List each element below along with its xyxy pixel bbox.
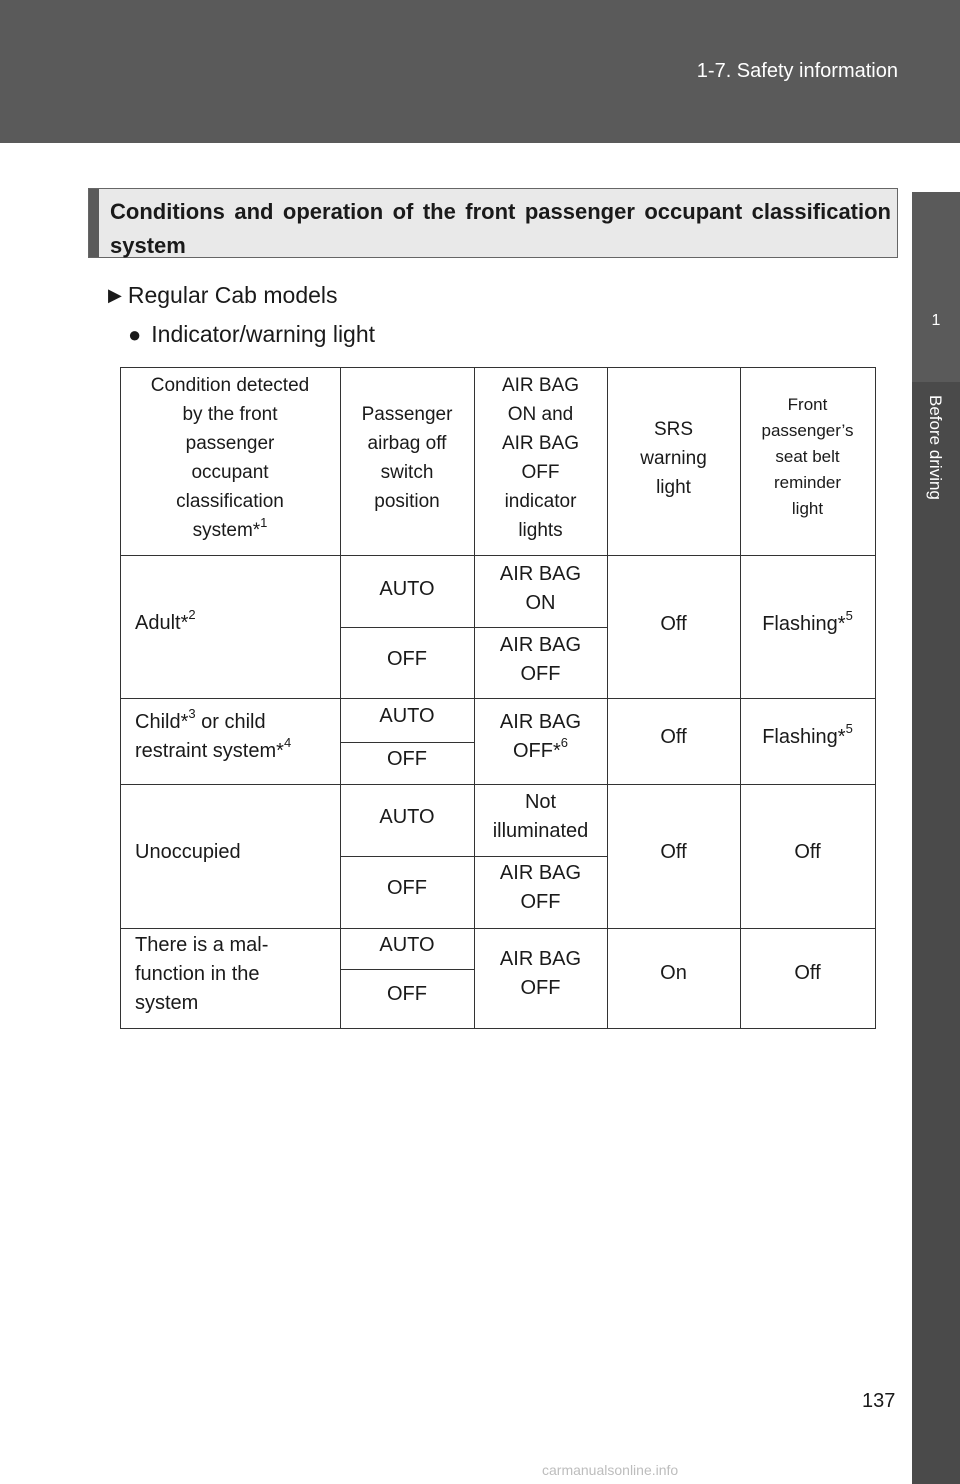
page-header bbox=[0, 0, 960, 143]
header-switch-line: Passenger bbox=[361, 404, 453, 425]
row-adult-seatbelt-text: Flashing* bbox=[762, 613, 846, 635]
page-number: 137 bbox=[862, 1390, 896, 1412]
chapter-label bbox=[912, 395, 960, 545]
header-indicator-line: indicator bbox=[504, 491, 577, 512]
footnote-ref: 3 bbox=[188, 706, 196, 722]
row-adult-srs: Off bbox=[660, 613, 687, 635]
subheading-models bbox=[108, 281, 338, 309]
header-seatbelt-line: seat belt bbox=[775, 447, 840, 466]
table-divider bbox=[120, 784, 876, 785]
row-malfunction-srs: On bbox=[660, 962, 687, 984]
footnote-ref: 1 bbox=[260, 514, 268, 530]
header-seatbelt-line: Front bbox=[787, 395, 828, 414]
row-unoccupied-indicator-not bbox=[474, 788, 607, 846]
header-indicator-line: lights bbox=[518, 520, 563, 541]
row-child-condition bbox=[135, 708, 340, 766]
indicator-table bbox=[120, 367, 876, 1029]
condition-line: system bbox=[135, 992, 199, 1014]
row-unoccupied-switch-auto: AUTO bbox=[379, 806, 435, 828]
table-divider bbox=[120, 555, 876, 556]
row-malfunction-switch-off: OFF bbox=[387, 983, 427, 1005]
table-subdivider bbox=[340, 742, 474, 743]
header-srs bbox=[607, 415, 740, 502]
table-border bbox=[120, 367, 876, 368]
section-box-bar bbox=[89, 189, 99, 257]
header-indicator-line: ON and bbox=[507, 404, 574, 425]
row-adult-seatbelt bbox=[740, 610, 875, 639]
row-malfunction-indicator bbox=[474, 945, 607, 1003]
subheading-indicator bbox=[128, 320, 375, 349]
row-child-seatbelt bbox=[740, 723, 875, 752]
circle-bullet-icon: ● bbox=[128, 322, 142, 347]
header-srs-line: warning bbox=[640, 448, 707, 469]
table-subdivider bbox=[340, 856, 608, 857]
header-switch-line: switch bbox=[380, 462, 434, 483]
row-unoccupied-indicator-off bbox=[474, 859, 607, 917]
header-condition-line: classification bbox=[176, 491, 284, 512]
row-adult-condition bbox=[135, 609, 335, 638]
condition-line: function in the bbox=[135, 963, 260, 985]
row-malfunction-condition bbox=[135, 931, 340, 1018]
row-unoccupied-switch-off: OFF bbox=[387, 877, 427, 899]
header-seatbelt-line: passenger’s bbox=[761, 421, 854, 440]
footnote-ref: 4 bbox=[283, 735, 292, 751]
header-condition-line: occupant bbox=[191, 462, 269, 483]
header-seatbelt bbox=[740, 392, 875, 522]
row-child-switch-off: OFF bbox=[387, 748, 427, 770]
section-box bbox=[88, 188, 898, 258]
header-seatbelt-line: light bbox=[791, 499, 824, 518]
footnote-ref: 5 bbox=[845, 608, 853, 624]
row-child-condition-text: Child* bbox=[135, 711, 189, 733]
chapter-label-text: Before driving bbox=[926, 395, 945, 500]
header-condition-line: system* bbox=[192, 520, 261, 541]
header-condition-line: passenger bbox=[185, 433, 275, 454]
row-unoccupied-srs: Off bbox=[660, 841, 687, 863]
triangle-bullet-icon: ▶ bbox=[108, 285, 122, 305]
row-adult-switch-auto: AUTO bbox=[379, 578, 435, 600]
row-child-srs: Off bbox=[660, 726, 687, 748]
row-adult-switch-off: OFF bbox=[387, 648, 427, 670]
header-seatbelt-line: reminder bbox=[773, 473, 842, 492]
indicator-line: ON bbox=[525, 592, 556, 614]
indicator-line: AIR BAG bbox=[499, 563, 582, 585]
row-adult-indicator-on bbox=[474, 560, 607, 618]
header-condition bbox=[120, 371, 340, 545]
table-divider bbox=[120, 928, 876, 929]
row-child-condition-text: or child bbox=[195, 711, 266, 733]
table-subdivider bbox=[340, 969, 474, 970]
header-indicator-line: AIR BAG bbox=[501, 433, 580, 454]
row-unoccupied-condition: Unoccupied bbox=[135, 841, 241, 863]
row-unoccupied-seatbelt: Off bbox=[794, 841, 821, 863]
indicator-line: illuminated bbox=[492, 820, 589, 842]
row-malfunction-seatbelt: Off bbox=[794, 962, 821, 984]
indicator-line: Not bbox=[524, 791, 557, 813]
header-switch-line: position bbox=[374, 491, 440, 512]
indicator-line: OFF* bbox=[512, 740, 561, 762]
footnote-ref: 2 bbox=[188, 607, 196, 623]
header-indicator bbox=[474, 371, 607, 545]
watermark: carmanualsonline.info bbox=[542, 1462, 679, 1478]
indicator-line: OFF bbox=[520, 977, 561, 999]
row-malfunction-switch-auto: AUTO bbox=[379, 934, 435, 956]
indicator-line: AIR BAG bbox=[499, 634, 582, 656]
row-child-switch-auto: AUTO bbox=[379, 705, 435, 727]
header-indicator-line: OFF bbox=[521, 462, 560, 483]
section-title: 1-7. Safety information bbox=[696, 60, 898, 82]
indicator-line: OFF bbox=[520, 891, 561, 913]
header-srs-line: light bbox=[656, 477, 691, 498]
row-child-seatbelt-text: Flashing* bbox=[762, 726, 846, 748]
indicator-line: AIR BAG bbox=[499, 948, 582, 970]
table-border bbox=[120, 1028, 876, 1029]
row-child-condition-text: restraint system* bbox=[135, 740, 284, 762]
row-child-indicator bbox=[474, 708, 607, 766]
chapter-number: 1 bbox=[931, 312, 941, 329]
indicator-line: AIR BAG bbox=[499, 711, 582, 733]
section-box-title: Conditions and operation of the front passenger occupant classification system bbox=[110, 199, 891, 258]
table-subdivider bbox=[340, 627, 608, 628]
footnote-ref: 6 bbox=[560, 735, 568, 751]
table-divider bbox=[120, 698, 876, 699]
header-condition-line: Condition detected bbox=[150, 375, 310, 396]
header-indicator-line: AIR BAG bbox=[501, 375, 580, 396]
header-switch-line: airbag off bbox=[367, 433, 447, 454]
subheading-models-text: Regular Cab models bbox=[127, 282, 338, 308]
condition-line: There is a mal- bbox=[135, 934, 269, 956]
header-condition-line: by the front bbox=[182, 404, 278, 425]
header-srs-line: SRS bbox=[653, 419, 694, 440]
row-adult-indicator-off bbox=[474, 631, 607, 689]
header-switch bbox=[340, 400, 474, 516]
footnote-ref: 5 bbox=[845, 721, 853, 737]
chapter-strip bbox=[912, 382, 960, 1484]
row-adult-condition-text: Adult* bbox=[135, 612, 189, 634]
subheading-indicator-text: Indicator/warning light bbox=[151, 321, 376, 347]
indicator-line: AIR BAG bbox=[499, 862, 582, 884]
indicator-line: OFF bbox=[520, 663, 561, 685]
chapter-tab bbox=[912, 192, 960, 382]
